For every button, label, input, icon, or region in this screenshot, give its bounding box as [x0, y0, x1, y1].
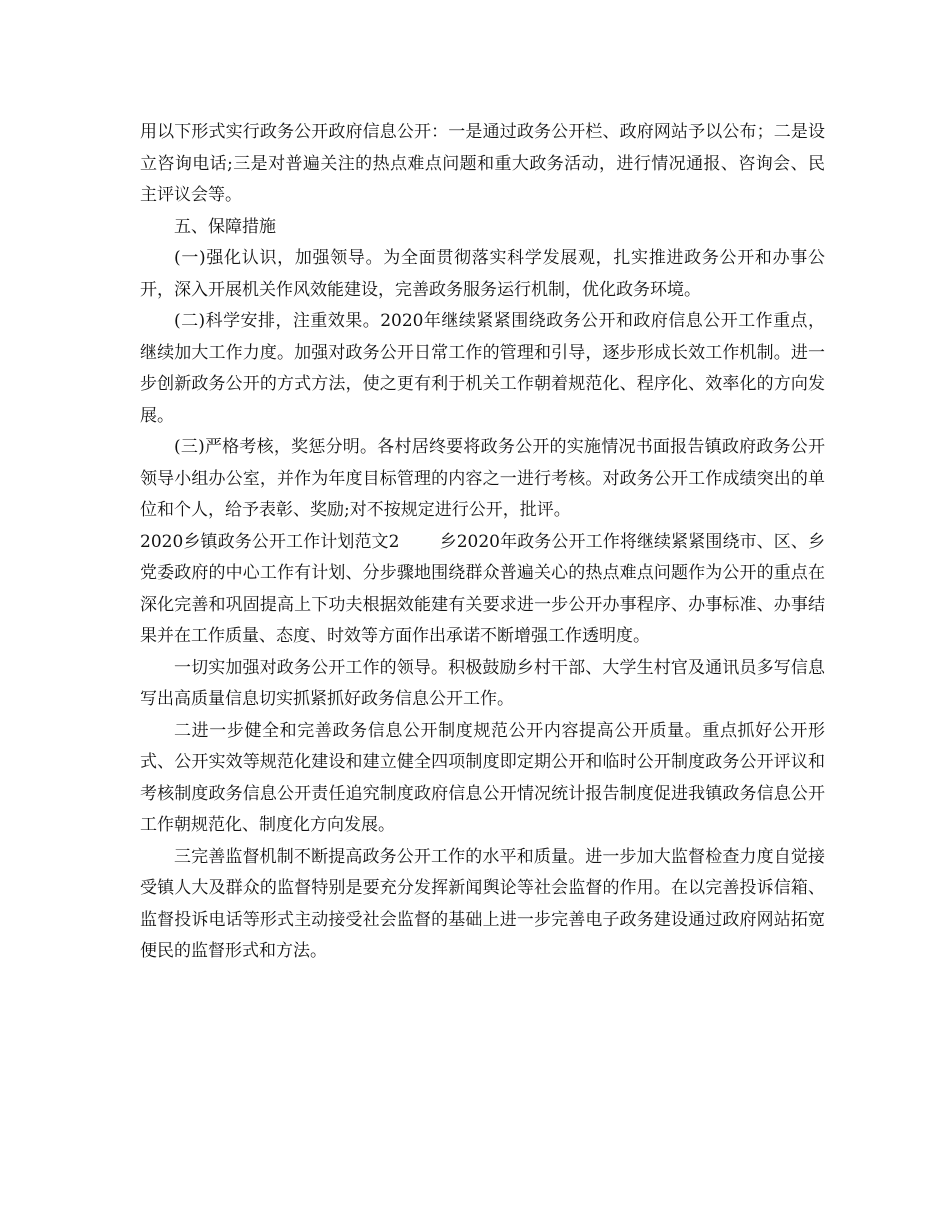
- paragraph-forms: 用以下形式实行政务公开政府信息公开：一是通过政务公开栏、政府网站予以公布；二是设立咨询电话;三是对普遍关注的热点难点问题和重大政务活动，进行情况通报、咨询会、民主评议会等。: [140, 122, 825, 205]
- paragraph-system: 二进一步健全和完善政务信息公开制度规范公开内容提高公开质量。重点抓好公开形式、公开实效等规范化建设和建立健全四项制度即定期公开和临时公开制度政务公开评议和考核制度政务信息公开责任追究制度政府信息公开情况统计报告制度促进我镇政务信息公开工作朝规范化、制度化方向发展。: [140, 720, 825, 835]
- paragraph-assessment: (三)严格考核，奖惩分明。各村居终要将政务公开的实施情况书面报告镇政府政务公开领导小组办公室，并作为年度目标管理的内容之一进行考核。对政务公开工作成绩突出的单位和个人，给予表彰、奖励;对不按规定进行公开，批评。: [140, 437, 825, 520]
- document-body: [140, 117, 825, 968]
- heading-safeguards: 五、保障措施: [174, 216, 276, 237]
- paragraph-leadership: 一切实加强对政务公开工作的领导。积极鼓励乡村干部、大学生村官及通讯员多写信息写出高质量信息切实抓紧抓好政务信息公开工作。: [140, 657, 825, 709]
- section-block: [140, 527, 825, 653]
- section-lead: 乡2020年政务公开工作将继续紧紧围绕市、区、乡党委政府的中心工作有计划、分步骤地围绕群众普遍关心的热点难点问题作为公开的重点在深化完善和巩固提高上下功夫根据效能建有关要求进一步公开办事程序、办事标准、办事结果并在工作质量、态度、时效等方面作出承诺不断增强工作透明度。: [140, 531, 825, 646]
- section-title: 2020乡镇政务公开工作计划范文2: [140, 531, 400, 552]
- paragraph-awareness: (一)强化认识，加强领导。为全面贯彻落实科学发展观，扎实推进政务公开和办事公开，深入开展机关作风效能建设，完善政务服务运行机制，优化政务环境。: [140, 248, 825, 300]
- paragraph-supervision: 三完善监督机制不断提高政务公开工作的水平和质量。进一步加大监督检查力度自觉接受镇人大及群众的监督特别是要充分发挥新闻舆论等社会监督的作用。在以完善投诉信箱、监督投诉电话等形式主动接受社会监督的基础上进一步完善电子政务建设通过政府网站拓宽便民的监督形式和方法。: [140, 846, 825, 961]
- paragraph-arrangement: (二)科学安排，注重效果。2020年继续紧紧围绕政务公开和政府信息公开工作重点，继续加大工作力度。加强对政务公开日常工作的管理和引导，逐步形成长效工作机制。进一步创新政务公开的方式方法，使之更有利于机关工作朝着规范化、程序化、效率化的方向发展。: [140, 311, 825, 426]
